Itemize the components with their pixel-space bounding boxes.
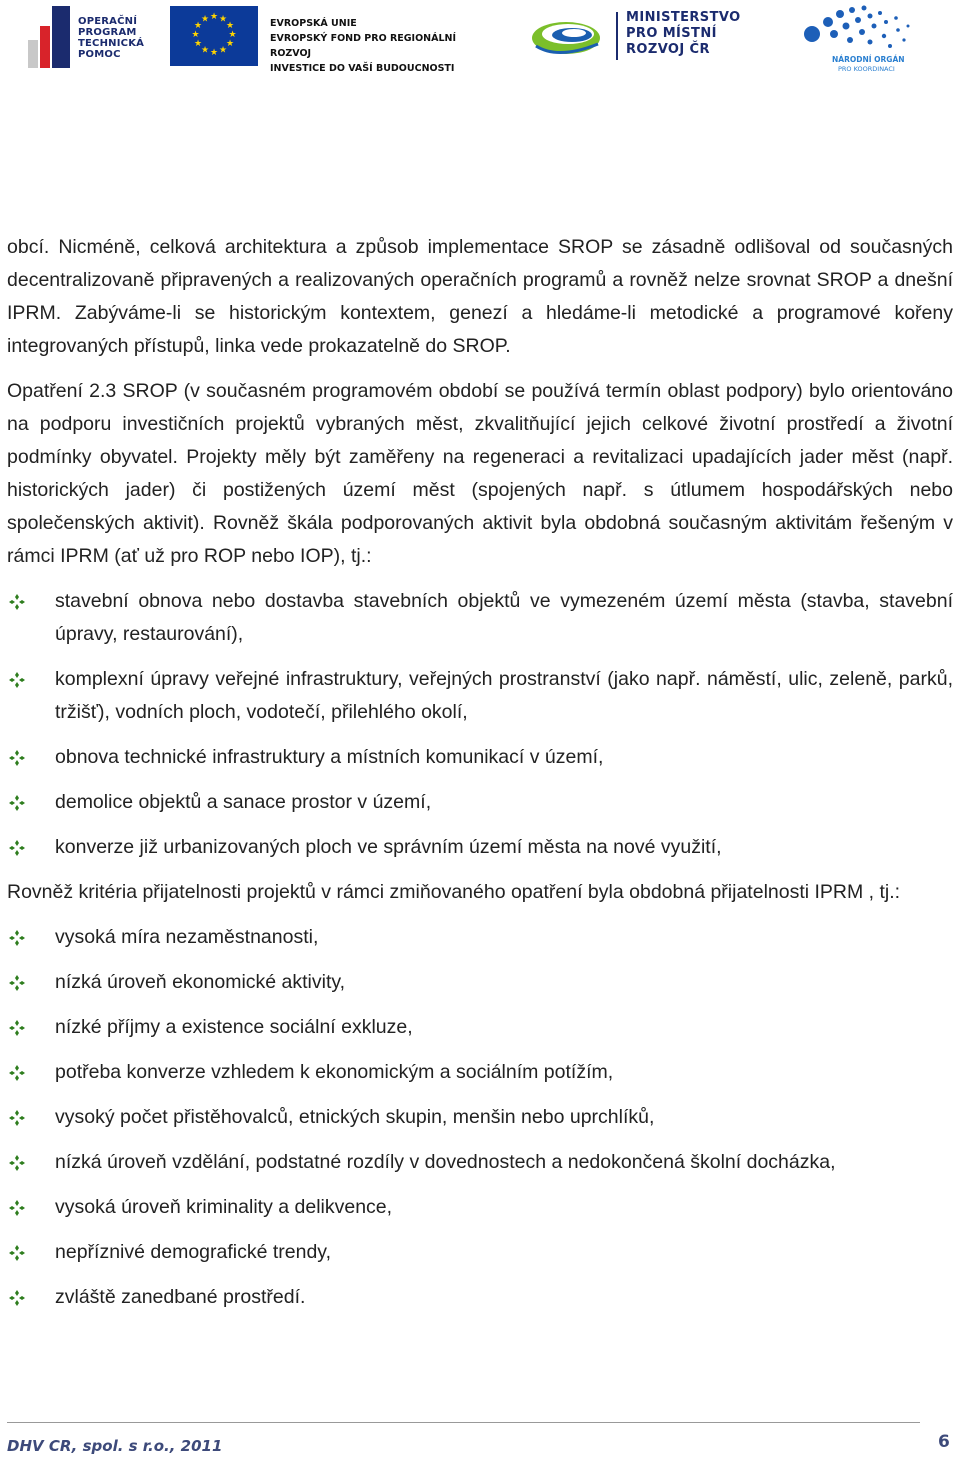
diamond-quad-icon	[9, 1110, 25, 1126]
diamond-quad-icon	[9, 1290, 25, 1306]
supported-activities-list	[7, 585, 953, 864]
list-item-text: nepříznivé demografické trendy,	[55, 1241, 332, 1263]
list-item-text: vysoká úroveň kriminality a delikvence,	[55, 1196, 393, 1218]
list-item	[7, 585, 953, 651]
list-item	[7, 831, 953, 864]
document-body	[7, 231, 953, 1326]
nok-logo	[800, 4, 920, 80]
mmr-line-3: ROZVOJ ČR	[626, 42, 710, 57]
otp-line-3: TECHNICKÁ	[78, 38, 145, 49]
svg-text:★: ★	[200, 45, 210, 56]
mmr-line-1: MINISTERSTVO	[626, 10, 741, 25]
nok-dots-icon	[800, 4, 920, 54]
paragraph-measure: Opatření 2.3 SROP (v současném programovém období se používá termín oblast podpory) bylo orientováno na podporu investičních projektů vybraných měst, zkvalitňující jejich celkové životní prostředí a životní podmínky obyvatel. Projekty měly být zaměřeny na regeneraci a revitalizaci upadajících jader měst (např. historických jader) či postižených území měst (spojených např. s útlumem hospodářských nebo společenských aktivit). Rovněž škála podporovaných aktivit byla obdobná současným aktivitám řešeným v rámci IPRM (ať už pro ROP nebo IOP), tj.:	[7, 380, 953, 567]
diamond-quad-icon	[9, 930, 25, 946]
nok-line-2: PRO KOORDINACI	[838, 65, 895, 73]
list-item-text: nízké příjmy a existence sociální exkluze,	[55, 1016, 413, 1038]
diamond-quad-icon	[9, 1200, 25, 1216]
diamond-quad-icon	[9, 975, 25, 991]
nok-line-1: NÁRODNÍ ORGÁN	[832, 55, 905, 64]
diamond-quad-icon	[9, 594, 25, 610]
list-item	[7, 1056, 953, 1089]
list-item	[7, 1146, 953, 1179]
svg-text:★: ★	[193, 21, 203, 31]
diamond-quad-icon	[9, 1020, 25, 1036]
list-item	[7, 786, 953, 819]
svg-text:★: ★	[209, 12, 219, 22]
svg-text:★: ★	[218, 14, 228, 25]
svg-text:★: ★	[209, 48, 219, 58]
eu-line-2: EVROPSKÝ FOND PRO REGIONÁLNÍ ROZVOJ	[270, 33, 457, 59]
list-item-text: nízká úroveň vzdělání, podstatné rozdíly v dovednostech a nedokončená školní docházka,	[55, 1151, 836, 1173]
eu-logo	[170, 6, 492, 74]
list-item-text: potřeba konverze vzhledem k ekonomickým a sociálním potížím,	[55, 1061, 614, 1083]
diamond-quad-icon	[9, 840, 25, 856]
paragraph-criteria: Rovněž kritéria přijatelnosti projektů v rámci zmiňovaného opatření byla obdobná přijatelnosti IPRM , tj.:	[7, 881, 901, 903]
eu-line-1: EVROPSKÁ UNIE	[270, 18, 357, 29]
list-item	[7, 966, 953, 999]
eu-flag-icon	[170, 6, 258, 66]
list-item-text: vysoký počet přistěhovalců, etnických skupin, menšin nebo uprchlíků,	[55, 1106, 655, 1128]
otp-bars-icon	[28, 6, 72, 68]
eu-line-3: INVESTICE DO VAŠÍ BUDOUCNOSTI	[270, 63, 455, 74]
list-item	[7, 1236, 953, 1269]
diamond-quad-icon	[9, 1245, 25, 1261]
mmr-logo	[528, 8, 743, 63]
list-item-text: nízká úroveň ekonomické aktivity,	[55, 971, 346, 993]
svg-text:★: ★	[218, 45, 228, 56]
otp-line-1: OPERAČNÍ	[78, 16, 138, 27]
diamond-quad-icon	[9, 750, 25, 766]
diamond-quad-icon	[9, 795, 25, 811]
list-item-text: komplexní úpravy veřejné infrastruktury, veřejných prostranství (jako např. náměstí, ulic, zeleně, parků, tržišť), vodních ploch, vodotečí, přilehlého okolí,	[55, 668, 953, 723]
mmr-divider	[616, 12, 618, 60]
list-item-text: stavební obnova nebo dostavba stavebních objektů ve vymezeném území města (stavba, stavební úpravy, restaurování),	[55, 590, 953, 645]
svg-text:★: ★	[225, 39, 235, 49]
list-item-text: vysoká míra nezaměstnanosti,	[55, 926, 319, 948]
list-item	[7, 663, 953, 729]
list-item	[7, 741, 953, 774]
list-item-text: konverze již urbanizovaných ploch ve správním území města na nové využití,	[55, 836, 722, 858]
list-item	[7, 1191, 953, 1224]
diamond-quad-icon	[9, 672, 25, 688]
otp-line-4: POMOC	[78, 49, 121, 60]
list-item-text: zvláště zanedbané prostředí.	[55, 1286, 306, 1308]
list-item	[7, 1011, 953, 1044]
otp-logo	[28, 6, 163, 68]
paragraph-intro: obcí. Nicméně, celková architektura a způsob implementace SROP se zásadně odlišoval od současných decentralizovaně připravených a realizovaných operačních programů a rovněž nelze srovnat SROP a dnešní IPRM. Zabýváme-li se historickým kontextem, genezí a hledáme-li metodické a programové kořeny integrovaných přístupů, linka vede prokazatelně do SROP.	[7, 236, 953, 357]
svg-text:★: ★	[193, 39, 203, 49]
page-number: 6	[938, 1432, 950, 1452]
svg-text:★: ★	[225, 21, 235, 31]
list-item-text: demolice objektů a sanace prostor v území,	[55, 791, 432, 813]
svg-text:★: ★	[191, 30, 200, 40]
footer-company: DHV CR, spol. s r.o., 2011	[7, 1437, 223, 1455]
mmr-swirl-icon	[528, 8, 610, 63]
list-item	[7, 921, 953, 954]
svg-text:★: ★	[228, 30, 237, 40]
diamond-quad-icon	[9, 1155, 25, 1171]
acceptability-criteria-list	[7, 921, 953, 1314]
list-item	[7, 1281, 953, 1314]
svg-text:★: ★	[200, 14, 210, 25]
page-header	[0, 0, 960, 90]
footer-divider	[7, 1422, 920, 1423]
otp-line-2: PROGRAM	[78, 27, 137, 38]
list-item-text: obnova technické infrastruktury a místních komunikací v území,	[55, 746, 604, 768]
diamond-quad-icon	[9, 1065, 25, 1081]
list-item	[7, 1101, 953, 1134]
mmr-line-2: PRO MÍSTNÍ	[626, 26, 717, 41]
